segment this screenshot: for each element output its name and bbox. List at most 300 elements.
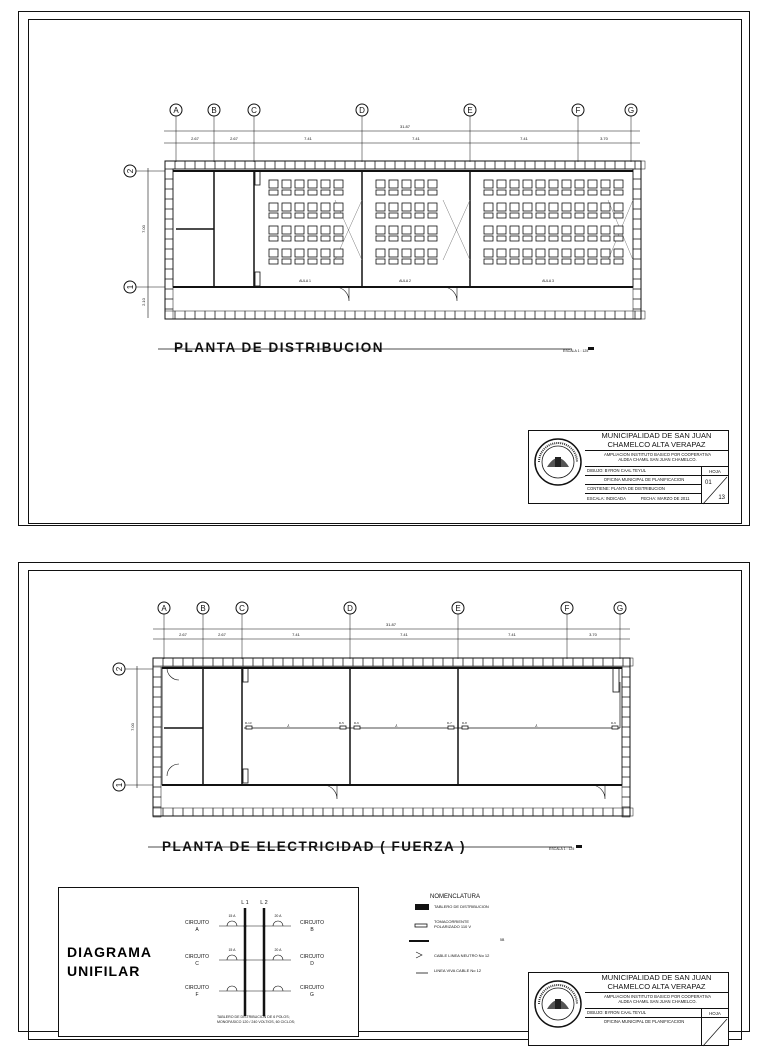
- desk: [389, 180, 398, 188]
- wall-block: [623, 808, 633, 816]
- wall-block: [485, 311, 495, 319]
- desk-chair: [510, 236, 519, 241]
- wall-block: [165, 279, 173, 289]
- desk: [549, 180, 558, 188]
- desk-chair: [389, 213, 398, 218]
- desk: [562, 249, 571, 257]
- wall-block: [503, 808, 513, 816]
- wall-block: [235, 311, 245, 319]
- wall-block: [633, 199, 641, 209]
- wall-block: [633, 299, 641, 309]
- desk-chair: [549, 190, 558, 195]
- wall-block: [343, 658, 353, 666]
- desk-chair: [536, 213, 545, 218]
- wall-block: [223, 808, 233, 816]
- desk-chair: [321, 259, 330, 264]
- desk-chair: [282, 236, 291, 241]
- desk: [428, 249, 437, 257]
- axis-label-g: G: [616, 604, 624, 613]
- wall-block: [525, 311, 535, 319]
- dimension-ab: 2.67: [179, 632, 187, 637]
- desk-chair: [549, 259, 558, 264]
- wall-block: [633, 169, 641, 179]
- desk-chair: [562, 259, 571, 264]
- desk-chair: [321, 190, 330, 195]
- wall-block: [633, 279, 641, 289]
- desk: [308, 203, 317, 211]
- wall-block: [225, 161, 235, 169]
- wall-block: [565, 311, 575, 319]
- legend-title: NOMENCLATURA: [430, 894, 480, 900]
- title-block-municipality: [585, 431, 728, 449]
- project-line-2: ALDEA CHAMIL SAN JUAN CHAMELCO.: [618, 998, 697, 1004]
- wall-block: [473, 808, 483, 816]
- desk-chair: [601, 236, 610, 241]
- wall-block: [173, 658, 183, 666]
- wall-block: [195, 311, 205, 319]
- desk-chair: [575, 190, 584, 195]
- sheet-number: 01: [705, 480, 712, 486]
- desk: [497, 226, 506, 234]
- wall-block: [293, 808, 303, 816]
- wall-block: [205, 311, 215, 319]
- wall-block: [525, 161, 535, 169]
- desk-chair: [295, 213, 304, 218]
- dimension-ef: 7.41: [520, 136, 528, 141]
- wall-block: [575, 161, 585, 169]
- wall-block: [605, 311, 615, 319]
- axis-markers: [113, 602, 626, 791]
- drawing-sheet-electrical: [0, 562, 768, 1024]
- desk-chair: [510, 259, 519, 264]
- wall-block: [263, 808, 273, 816]
- wall-block: [633, 179, 641, 189]
- desk-chair: [497, 190, 506, 195]
- desk: [269, 203, 278, 211]
- desk-chair: [415, 213, 424, 218]
- desk: [389, 249, 398, 257]
- wall-block: [445, 161, 455, 169]
- wall-block: [203, 808, 213, 816]
- wall-block: [565, 161, 575, 169]
- title-block-sheet-number: [701, 475, 728, 504]
- circuit-a-name: CIRCUITO: [184, 920, 210, 926]
- wall-block: [433, 658, 443, 666]
- axis-bubble-2: [124, 165, 136, 177]
- desk-chair: [523, 259, 532, 264]
- wall-block: [493, 808, 503, 816]
- title-block-date: FECHA: MARZO DE 2011: [640, 496, 690, 501]
- circuit-f-name: CIRCUITO: [184, 985, 210, 991]
- single-line-schematic: [59, 888, 360, 1038]
- desk-chair: [614, 213, 623, 218]
- desk-grid: [269, 180, 623, 264]
- desk: [536, 249, 545, 257]
- outlet-label-3: D-6: [354, 721, 359, 725]
- wall-block: [265, 311, 275, 319]
- wall-block: [165, 311, 175, 319]
- wall-block: [343, 808, 353, 816]
- desk: [614, 249, 623, 257]
- desk-chair: [497, 213, 506, 218]
- desk: [549, 249, 558, 257]
- dimension-de: 7.41: [400, 632, 408, 637]
- desk-chair: [334, 213, 343, 218]
- wall-block: [425, 161, 435, 169]
- wall-block: [633, 229, 641, 239]
- wall-block: [295, 161, 305, 169]
- wall-block: [225, 311, 235, 319]
- wall-block: [615, 161, 625, 169]
- title-block: [528, 430, 729, 504]
- wall-block: [615, 311, 625, 319]
- title-block-office: OFICINA MUNICIPAL DE PLANIFICACION: [585, 1017, 701, 1026]
- wall-block: [535, 161, 545, 169]
- wall-block: [622, 687, 630, 697]
- desk: [295, 180, 304, 188]
- axis-bubble-g: [614, 602, 626, 614]
- desk: [415, 203, 424, 211]
- desk-chair: [334, 236, 343, 241]
- desk: [497, 249, 506, 257]
- desk: [523, 226, 532, 234]
- wall-block: [315, 311, 325, 319]
- axis-bubble-b: [197, 602, 209, 614]
- outlet-label-1: D-13: [245, 721, 252, 725]
- wall-block: [613, 808, 623, 816]
- axis-label-f: F: [564, 604, 570, 613]
- wall-block: [165, 249, 173, 259]
- wall-block: [365, 311, 375, 319]
- wall-block: [253, 808, 263, 816]
- wall-block: [153, 687, 161, 697]
- desk: [415, 249, 424, 257]
- desk-chair: [334, 259, 343, 264]
- wall-block: [543, 808, 553, 816]
- power-circuit-run: [244, 682, 620, 728]
- wall-block: [595, 161, 605, 169]
- desk: [601, 203, 610, 211]
- desk-chair: [282, 213, 291, 218]
- wall-block: [153, 808, 163, 816]
- wall-block: [505, 161, 515, 169]
- wall-block: [165, 209, 173, 219]
- wall-block: [273, 808, 283, 816]
- page-gap: [0, 528, 768, 562]
- desk: [269, 180, 278, 188]
- wall-block: [153, 797, 161, 807]
- desk-chair: [484, 236, 493, 241]
- wall-block: [473, 658, 483, 666]
- wall-block: [625, 311, 635, 319]
- wall-block: [483, 808, 493, 816]
- desk-chair: [428, 213, 437, 218]
- wall-block: [173, 808, 183, 816]
- desk: [484, 203, 493, 211]
- wall-block: [263, 658, 273, 666]
- axis-label-b: B: [211, 106, 217, 115]
- wall-block: [165, 169, 173, 179]
- wall-block: [603, 658, 613, 666]
- title-block: [528, 972, 729, 1046]
- wall-block: [243, 808, 253, 816]
- axis-label-1: 1: [126, 284, 135, 290]
- desk-chair: [601, 259, 610, 264]
- wall-block: [523, 808, 533, 816]
- wall-block: [515, 311, 525, 319]
- desk: [334, 203, 343, 211]
- wall-block: [495, 311, 505, 319]
- dimension-ef: 7.41: [508, 632, 516, 637]
- desk-chair: [295, 190, 304, 195]
- axis-label-2: 2: [126, 168, 135, 174]
- single-line-diagram: [58, 887, 359, 1037]
- wall-block: [363, 658, 373, 666]
- wall-block: [315, 161, 325, 169]
- desk: [415, 180, 424, 188]
- wall-block: [325, 161, 335, 169]
- wall-block: [485, 161, 495, 169]
- axis-bubble-1: [113, 779, 125, 791]
- wall-block: [295, 311, 305, 319]
- wall-block: [153, 757, 161, 767]
- desk: [601, 249, 610, 257]
- wall-block: [363, 808, 373, 816]
- side-dimension-corridor: 2.10: [141, 298, 146, 306]
- axis-bubble-a: [158, 602, 170, 614]
- wall-block: [523, 658, 533, 666]
- desk-chair: [497, 259, 506, 264]
- municipal-seal-icon: [533, 979, 583, 1029]
- circuit-c-amps: 15 A: [228, 948, 236, 952]
- desk-chair: [321, 236, 330, 241]
- wall-block: [633, 249, 641, 259]
- wall-block: [443, 808, 453, 816]
- wall-block: [323, 658, 333, 666]
- wall-block: [595, 311, 605, 319]
- desk: [321, 180, 330, 188]
- building-outline: [153, 658, 630, 816]
- circuit-c-name: CIRCUITO: [184, 954, 210, 960]
- axis-bubble-1: [124, 281, 136, 293]
- outlets: [245, 721, 616, 725]
- wall-block: [633, 309, 641, 319]
- svg-text:⅄: ⅄: [287, 723, 290, 728]
- wall-block: [633, 239, 641, 249]
- wall-block: [633, 269, 641, 279]
- wall-block: [283, 808, 293, 816]
- wall-block: [593, 658, 603, 666]
- wall-block: [463, 808, 473, 816]
- desk-chair: [428, 190, 437, 195]
- desk-chair: [295, 259, 304, 264]
- wall-block: [633, 209, 641, 219]
- desk: [601, 180, 610, 188]
- desk-chair: [484, 259, 493, 264]
- wall-block: [623, 658, 633, 666]
- circuit-b-letter: B: [310, 927, 314, 933]
- wall-block: [165, 289, 173, 299]
- desk: [614, 180, 623, 188]
- axis-label-g: G: [627, 106, 635, 115]
- wall-block: [365, 161, 375, 169]
- wall-block: [285, 311, 295, 319]
- desk: [428, 203, 437, 211]
- wall-block: [583, 658, 593, 666]
- desk-chair: [389, 259, 398, 264]
- total-dimension: 31.87: [385, 622, 397, 627]
- wall-block: [622, 717, 630, 727]
- legend-item-3: CABLE LINEA NEUTRO No 12: [434, 953, 490, 958]
- circuit-b-amps: 20 A: [274, 914, 282, 918]
- desk-chair: [376, 236, 385, 241]
- classroom-label-3: AULA 3: [542, 279, 554, 283]
- wall-block: [175, 161, 185, 169]
- wall-block: [553, 658, 563, 666]
- diagram-title-line-2: UNIFILAR: [67, 963, 141, 979]
- desk: [523, 203, 532, 211]
- desk-chair: [282, 190, 291, 195]
- desk-chair: [282, 259, 291, 264]
- desk: [334, 226, 343, 234]
- wall-block: [633, 259, 641, 269]
- legend-item-2-line2: POLARIZADO 110 V: [434, 924, 472, 929]
- wall-block: [153, 727, 161, 737]
- axis-bubble-2: [113, 663, 125, 675]
- desk-chair: [389, 236, 398, 241]
- circuit-d-amps: 20 A: [274, 948, 282, 952]
- wall-block: [635, 161, 645, 169]
- plan-scale-note: ESCALA 1 : 125: [563, 349, 589, 353]
- wall-block: [622, 707, 630, 717]
- axis-label-c: C: [239, 604, 245, 613]
- wall-block: [553, 808, 563, 816]
- panel-note-line-1: TABLERO DE DISTRIBUCION DE 6 POLOS;: [217, 1015, 290, 1019]
- wall-block: [563, 658, 573, 666]
- desk-chair: [308, 190, 317, 195]
- wall-block: [563, 808, 573, 816]
- desk-chair: [536, 236, 545, 241]
- wall-block: [203, 658, 213, 666]
- wall-block: [545, 311, 555, 319]
- wall-block: [185, 311, 195, 319]
- wall-block: [385, 161, 395, 169]
- circuit-a-amps: 15 A: [228, 914, 236, 918]
- desk-chair: [523, 236, 532, 241]
- wall-block: [235, 161, 245, 169]
- desk: [484, 226, 493, 234]
- desk: [601, 226, 610, 234]
- desk: [269, 249, 278, 257]
- wall-block: [323, 808, 333, 816]
- desk-chair: [601, 213, 610, 218]
- wall-block: [265, 161, 275, 169]
- desk-chair: [614, 236, 623, 241]
- axis-markers: [124, 104, 637, 293]
- wall-block: [495, 161, 505, 169]
- desk: [614, 226, 623, 234]
- neutral-cable-icon: [416, 952, 422, 958]
- side-dimension-main: 7.00: [130, 723, 135, 731]
- circuit-g-letter: G: [310, 992, 314, 998]
- wall-block: [585, 311, 595, 319]
- axis-bubble-d: [356, 104, 368, 116]
- desk-chair: [269, 213, 278, 218]
- desk: [376, 249, 385, 257]
- wall-block: [175, 311, 185, 319]
- wall-block: [213, 808, 223, 816]
- wall-block: [483, 658, 493, 666]
- axis-label-a: A: [173, 106, 179, 115]
- wall-block: [355, 311, 365, 319]
- desk: [510, 180, 519, 188]
- wall-block: [613, 658, 623, 666]
- wall-block: [275, 161, 285, 169]
- wall-block: [385, 311, 395, 319]
- desk: [588, 226, 597, 234]
- wall-block: [193, 808, 203, 816]
- legend-item-1: TABLERO DE DISTRIBUCION: [434, 904, 489, 909]
- wall-block: [475, 161, 485, 169]
- desk-chair: [376, 259, 385, 264]
- desk-chair: [484, 213, 493, 218]
- wall-block: [215, 311, 225, 319]
- desk: [575, 226, 584, 234]
- wall-block: [153, 787, 161, 797]
- dimension-cd: 7.41: [304, 136, 312, 141]
- wall-block: [543, 658, 553, 666]
- desk-chair: [402, 190, 411, 195]
- wall-block: [555, 161, 565, 169]
- title-block-scale-date: [585, 493, 701, 504]
- wall-block: [455, 311, 465, 319]
- title-block-drawn-by: DIBUJO: BYRON CAAL TEYUL: [585, 466, 701, 475]
- desk: [282, 203, 291, 211]
- wall-block: [375, 161, 385, 169]
- desk: [376, 226, 385, 234]
- wall-block: [255, 311, 265, 319]
- desk: [562, 180, 571, 188]
- dimension-lines: [137, 629, 630, 788]
- wall-block: [493, 658, 503, 666]
- wall-block: [622, 737, 630, 747]
- desk-chair: [389, 190, 398, 195]
- wall-block: [435, 311, 445, 319]
- axis-bubble-e: [452, 602, 464, 614]
- desk-chair: [308, 213, 317, 218]
- legend-item-2-line1: TOMACORRIENTE: [434, 919, 470, 924]
- outlet-label-2: D-5: [339, 721, 344, 725]
- outlet-symbol-icon: [415, 924, 427, 927]
- outlet-label-6: D-9: [611, 721, 616, 725]
- desk-chair: [269, 236, 278, 241]
- wall-block: [255, 161, 265, 169]
- wall-block: [195, 161, 205, 169]
- desk: [497, 180, 506, 188]
- wall-block: [165, 239, 173, 249]
- wall-block: [193, 658, 203, 666]
- wall-block: [393, 658, 403, 666]
- axis-label-c: C: [251, 106, 257, 115]
- wall-block: [285, 161, 295, 169]
- municipality-line-2: CHAMELCO ALTA VERAPAZ: [607, 981, 706, 991]
- wall-block: [163, 808, 173, 816]
- desk: [282, 226, 291, 234]
- axis-bubble-f: [572, 104, 584, 116]
- wall-block: [283, 658, 293, 666]
- wall-block: [622, 747, 630, 757]
- wall-block: [622, 797, 630, 807]
